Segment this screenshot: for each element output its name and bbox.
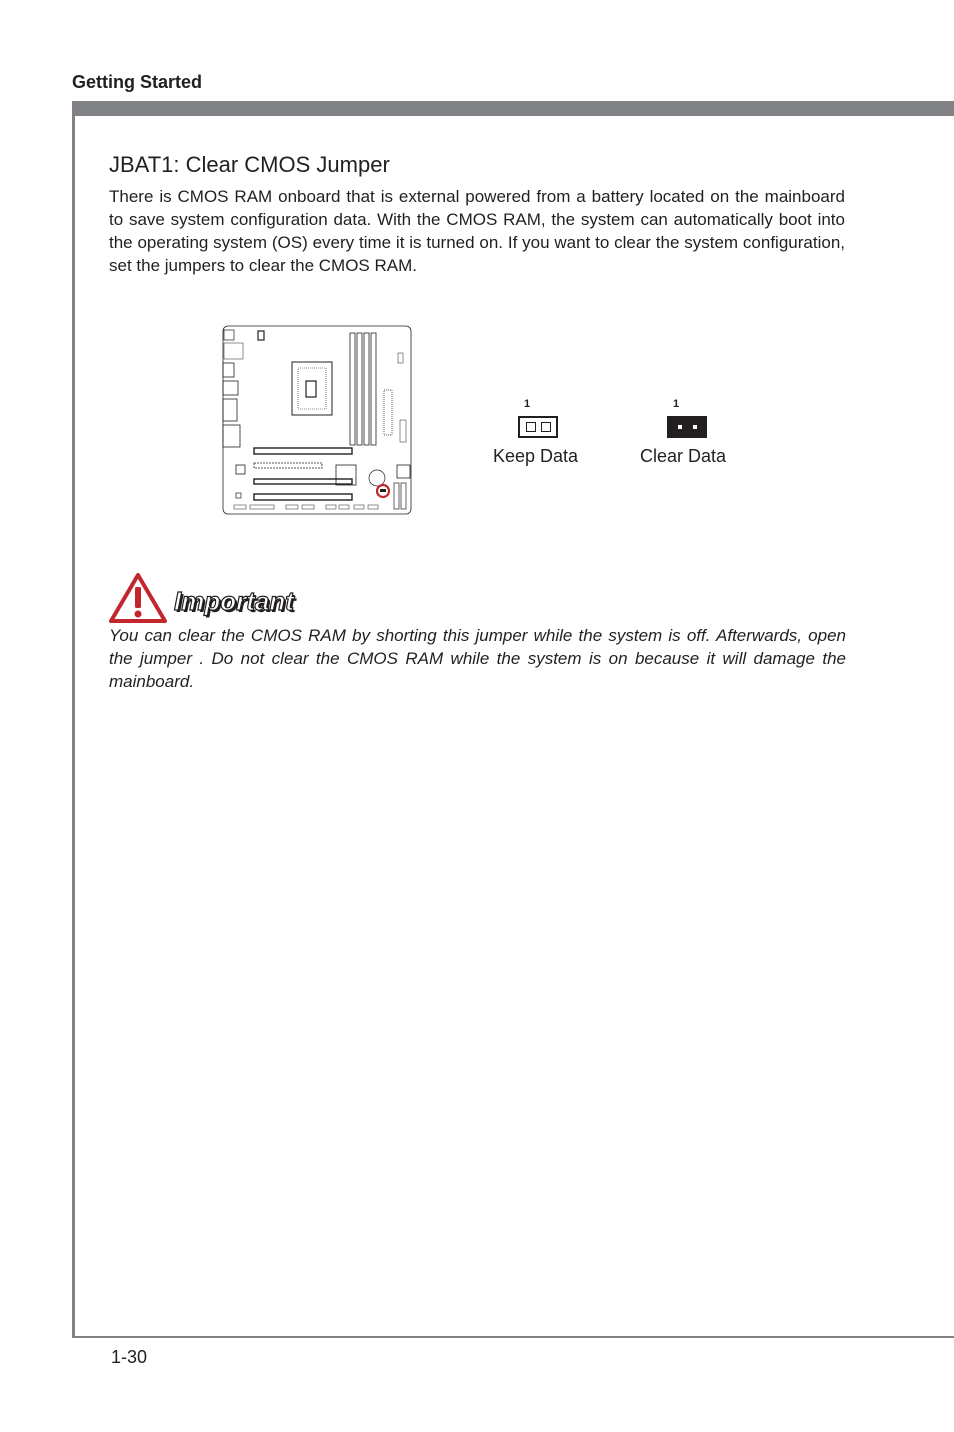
pin-icon [675, 422, 685, 432]
pin-icon [541, 422, 551, 432]
important-note: You can clear the CMOS RAM by shorting this jumper while the system is off. Afterwards, open the jumper . Do not clear the CMOS RAM while the system is on because it will damage the mainboard. [109, 626, 846, 691]
bottom-rule [72, 1336, 954, 1338]
section-title: JBAT1: Clear CMOS Jumper [109, 152, 390, 177]
running-header: Getting Started [72, 72, 203, 92]
jumper-block-open [518, 416, 558, 438]
jumper-block-shorted [667, 416, 707, 438]
important-label: Important [174, 586, 294, 616]
clear-data-label: Clear Data [640, 446, 727, 466]
keep-data-label: Keep Data [493, 446, 579, 466]
pin-icon [690, 422, 700, 432]
left-rule [72, 101, 75, 1337]
pin-number: 1 [524, 398, 531, 410]
pin-icon [526, 422, 536, 432]
header-bar [72, 101, 954, 116]
pin-number: 1 [673, 398, 680, 410]
section-body: There is CMOS RAM onboard that is external powered from a battery located on the mainboard to save system configuration data. With the CMOS RAM, the system can automatically boot into the operating system (OS) every time it is turned on. If you want to clear the system configuration, set the jumpers to clear the CMOS RAM. [109, 187, 845, 275]
page-number: 1-30 [111, 1347, 148, 1367]
mainboard-diagram [222, 325, 412, 515]
warning-icon [108, 572, 168, 624]
